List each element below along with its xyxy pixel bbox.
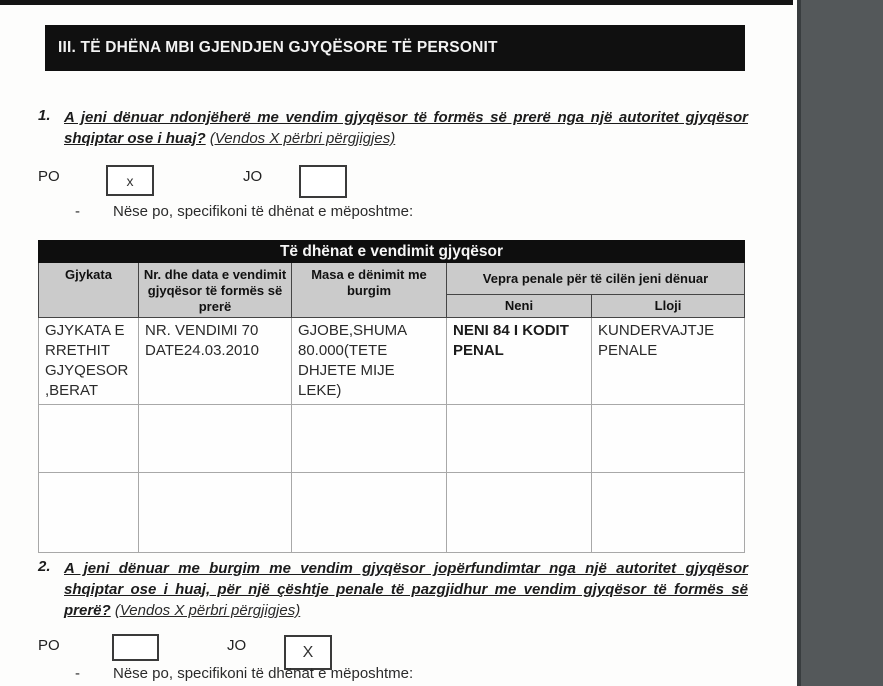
question-2-number: 2. <box>38 558 51 575</box>
question-1-text <box>64 107 748 149</box>
cell-masa[interactable] <box>292 473 447 553</box>
question-2 <box>38 558 748 621</box>
cell-neni[interactable]: NENI 84 I KODIT PENAL <box>447 318 592 405</box>
section-header-bar <box>45 25 745 71</box>
table-row <box>39 318 745 405</box>
column-header-gjykata: Gjykata <box>39 263 139 318</box>
question-1-followup-text: Nëse po, specifikoni të dhënat e mëposhtme: <box>113 203 414 220</box>
column-header-neni: Neni <box>447 295 592 318</box>
question-1-answer-row <box>38 164 748 204</box>
column-header-nr-data: Nr. dhe data e vendimit gjyqësor të formës së prerë <box>139 263 292 318</box>
question-2-jo-label: JO <box>227 637 247 654</box>
cell-nr-data[interactable] <box>139 473 292 553</box>
cell-gjykata[interactable] <box>39 473 139 553</box>
question-1-po-checkbox[interactable]: x <box>106 165 154 196</box>
question-1-hint: (Vendos X përbri përgjigjes) <box>209 130 396 147</box>
cell-lloji[interactable] <box>592 473 745 553</box>
question-2-followup-text: Nëse po, specifikoni të dhënat e mëposhtme: <box>113 665 414 682</box>
cell-gjykata[interactable] <box>39 405 139 473</box>
column-header-vepra-penale: Vepra penale për të cilën jeni dënuar <box>447 263 745 295</box>
cell-masa[interactable]: GJOBE,SHUMA 80.000(TETE DHJETE MIJE LEKE) <box>292 318 447 405</box>
question-2-text <box>64 558 748 621</box>
question-2-po-label: PO <box>38 637 60 654</box>
dash-bullet: - <box>75 203 80 220</box>
cell-lloji[interactable] <box>592 405 745 473</box>
scan-top-edge-artifact <box>0 0 793 5</box>
cell-nr-data[interactable] <box>139 405 292 473</box>
cell-nr-data[interactable]: NR. VENDIMI 70 DATE24.03.2010 <box>139 318 292 405</box>
question-1-jo-checkbox[interactable] <box>299 165 347 198</box>
question-1-po-label: PO <box>38 168 60 185</box>
cell-lloji[interactable]: KUNDERVAJTJE PENALE <box>592 318 745 405</box>
section-title: III. TË DHËNA MBI GJENDJEN GJYQËSORE TË PERSONIT <box>58 39 498 56</box>
column-header-masa: Masa e dënimit me burgim <box>292 263 447 318</box>
question-1-body: A jeni dënuar ndonjëherë me vendim gjyqësor të formës së prerë nga një autoritet gjyqësor shqiptar ose i huaj? <box>64 109 748 147</box>
question-2-followup <box>75 665 413 682</box>
scan-right-edge-band <box>797 0 883 686</box>
court-decision-table <box>38 240 745 553</box>
cell-gjykata[interactable]: GJYKATA E RRETHIT GJYQESOR ,BERAT <box>39 318 139 405</box>
table-row <box>39 473 745 553</box>
cell-masa[interactable] <box>292 405 447 473</box>
question-2-body: A jeni dënuar me burgim me vendim gjyqësor jopërfundimtar nga një autoritet gjyqësor shqiptar ose i huaj, për një çështje penale të pazgjidhur me vendim gjyqësor të formës së prerë? <box>64 560 748 619</box>
cell-neni[interactable] <box>447 405 592 473</box>
column-header-lloji: Lloji <box>592 295 745 318</box>
dash-bullet: - <box>75 665 80 682</box>
question-1-jo-label: JO <box>243 168 263 185</box>
question-2-jo-checkbox[interactable]: X <box>284 635 332 670</box>
question-2-hint: (Vendos X përbri përgjigjes) <box>114 602 301 619</box>
question-1-number: 1. <box>38 107 51 124</box>
question-1-followup <box>75 203 413 220</box>
table-title: Të dhënat e vendimit gjyqësor <box>39 241 745 263</box>
table-row <box>39 405 745 473</box>
question-2-po-checkbox[interactable] <box>112 634 159 661</box>
cell-neni[interactable] <box>447 473 592 553</box>
question-1 <box>38 107 748 149</box>
